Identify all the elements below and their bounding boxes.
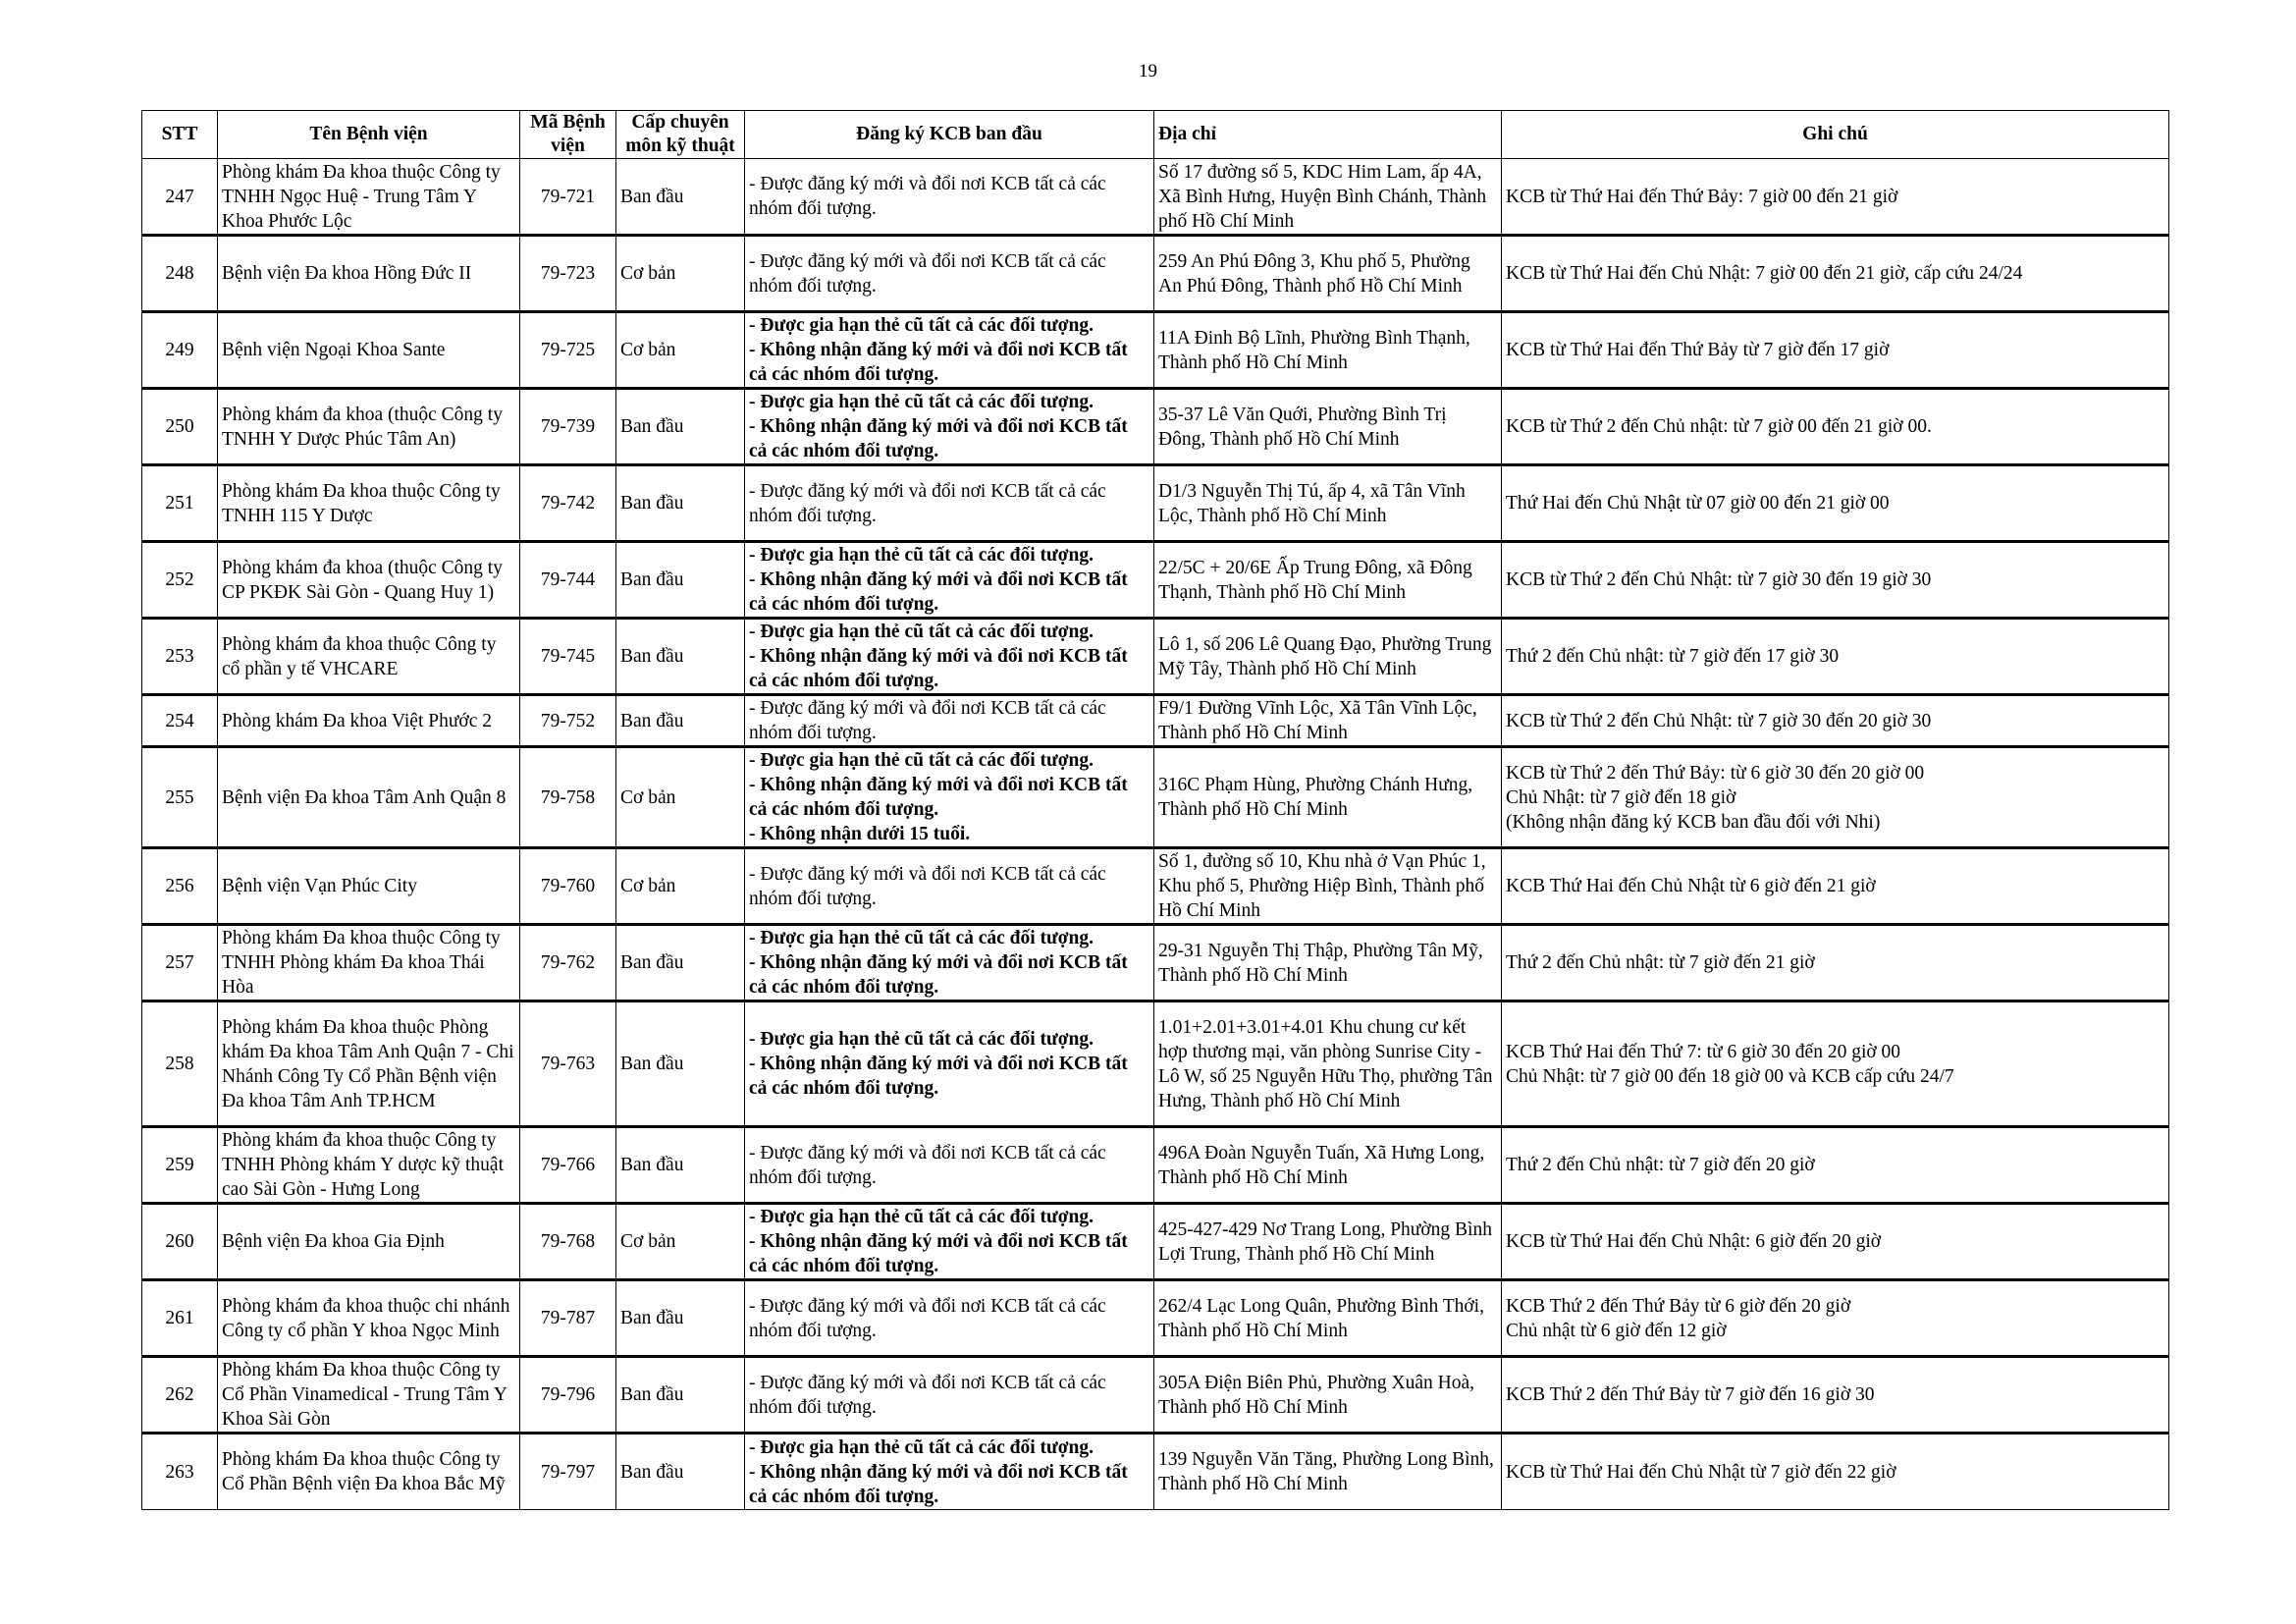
cell-level: Cơ bản [616, 747, 745, 848]
table-row [142, 925, 2169, 1001]
cell-code: 79-723 [520, 236, 616, 312]
cell-level: Ban đầu [616, 619, 745, 695]
cell-code: 79-763 [520, 1001, 616, 1127]
cell-stt: 251 [142, 465, 218, 542]
cell-address: 262/4 Lạc Long Quân, Phường Bình Thới, Thành phố Hồ Chí Minh [1154, 1280, 1502, 1357]
cell-address: D1/3 Nguyễn Thị Tú, ấp 4, xã Tân Vĩnh Lộc, Thành phố Hồ Chí Minh [1154, 465, 1502, 542]
cell-stt: 261 [142, 1280, 218, 1357]
cell-registration [745, 848, 1154, 925]
cell-stt: 257 [142, 925, 218, 1001]
cell-stt: 255 [142, 747, 218, 848]
cell-level: Cơ bản [616, 236, 745, 312]
registration-line: - Không nhận dưới 15 tuổi. [749, 824, 971, 844]
cell-note [1502, 1357, 2169, 1434]
cell-code: 79-796 [520, 1357, 616, 1434]
note-line: KCB từ Thứ 2 đến Chủ nhật: từ 7 giờ 00 đến 21 giờ 00. [1506, 416, 1932, 437]
cell-registration [745, 695, 1154, 747]
cell-registration [745, 747, 1154, 848]
cell-name: Phòng khám Đa khoa thuộc Công ty TNHH 115 Y Dược [218, 465, 520, 542]
cell-name: Phòng khám Đa khoa thuộc Phòng khám Đa khoa Tâm Anh Quận 7 - Chi Nhánh Công Ty Cổ Phần Bệnh viện Đa khoa Tâm Anh TP.HCM [218, 1001, 520, 1127]
cell-code: 79-721 [520, 159, 616, 236]
header-level [616, 111, 745, 159]
registration-line: - Được đăng ký mới và đổi nơi KCB tất cả các nhóm đối tượng. [749, 1142, 1106, 1188]
cell-note [1502, 1434, 2169, 1510]
cell-registration [745, 1127, 1154, 1204]
header-stt: STT [142, 111, 218, 159]
table-row [142, 465, 2169, 542]
table-row [142, 159, 2169, 236]
cell-name: Bệnh viện Vạn Phúc City [218, 848, 520, 925]
registration-line: - Được đăng ký mới và đổi nơi KCB tất cả các nhóm đối tượng. [749, 1295, 1106, 1341]
note-line: KCB Thứ 2 đến Thứ Bảy từ 7 giờ đến 16 giờ 30 [1506, 1384, 1875, 1405]
note-line: Chủ Nhật: từ 7 giờ 00 đến 18 giờ 00 và KCB cấp cứu 24/7 [1506, 1065, 1954, 1087]
note-line: KCB từ Thứ 2 đến Thứ Bảy: từ 6 giờ 30 đến 20 giờ 00 [1506, 762, 1925, 784]
cell-code: 79-797 [520, 1434, 616, 1510]
cell-code: 79-725 [520, 312, 616, 389]
cell-note [1502, 1001, 2169, 1127]
cell-level: Ban đầu [616, 695, 745, 747]
table-row [142, 1280, 2169, 1357]
note-line: Thứ 2 đến Chủ nhật: từ 7 giờ đến 17 giờ 30 [1506, 646, 1840, 667]
cell-registration [745, 465, 1154, 542]
note-line: Thứ 2 đến Chủ nhật: từ 7 giờ đến 21 giờ [1506, 952, 1815, 973]
cell-registration [745, 1357, 1154, 1434]
note-line: KCB từ Thứ Hai đến Chủ Nhật: 6 giờ đến 20 giờ [1506, 1231, 1882, 1252]
cell-note [1502, 389, 2169, 465]
cell-level: Cơ bản [616, 848, 745, 925]
header-level-line2: môn kỹ thuật [625, 135, 735, 156]
cell-stt: 263 [142, 1434, 218, 1510]
cell-name: Phòng khám đa khoa (thuộc Công ty TNHH Y Dược Phúc Tâm An) [218, 389, 520, 465]
cell-code: 79-758 [520, 747, 616, 848]
cell-note [1502, 747, 2169, 848]
table-row [142, 312, 2169, 389]
cell-stt: 259 [142, 1127, 218, 1204]
note-line: KCB Thứ Hai đến Thứ 7: từ 6 giờ 30 đến 20 giờ 00 [1506, 1041, 1901, 1062]
cell-name: Phòng khám đa khoa (thuộc Công ty CP PKĐK Sài Gòn - Quang Huy 1) [218, 542, 520, 619]
registration-line: - Được gia hạn thẻ cũ tất cả các đối tượng. [749, 622, 1095, 642]
note-line: Thứ 2 đến Chủ nhật: từ 7 giờ đến 20 giờ [1506, 1155, 1815, 1175]
cell-address: 425-427-429 Nơ Trang Long, Phường Bình Lợi Trung, Thành phố Hồ Chí Minh [1154, 1204, 1502, 1280]
cell-level: Ban đầu [616, 542, 745, 619]
cell-stt: 256 [142, 848, 218, 925]
note-line: Chủ nhật từ 6 giờ đến 12 giờ [1506, 1320, 1727, 1341]
cell-name: Phòng khám đa khoa thuộc Công ty TNHH Phòng khám Y dược kỹ thuật cao Sài Gòn - Hưng Long [218, 1127, 520, 1204]
cell-note [1502, 1280, 2169, 1357]
cell-level: Ban đầu [616, 1001, 745, 1127]
cell-registration [745, 1280, 1154, 1357]
page-number: 19 [1139, 61, 1157, 81]
cell-note [1502, 848, 2169, 925]
registration-line: - Được gia hạn thẻ cũ tất cả các đối tượng. [749, 392, 1095, 412]
registration-line: - Được gia hạn thẻ cũ tất cả các đối tượng. [749, 1207, 1095, 1227]
header-registration: Đăng ký KCB ban đầu [745, 111, 1154, 159]
registration-line: - Được đăng ký mới và đổi nơi KCB tất cả các nhóm đối tượng. [749, 250, 1106, 297]
cell-name: Phòng khám Đa khoa thuộc Công ty TNHH Ngọc Huệ - Trung Tâm Y Khoa Phước Lộc [218, 159, 520, 236]
table-row [142, 1434, 2169, 1510]
table-row [142, 848, 2169, 925]
registration-line: - Không nhận đăng ký mới và đổi nơi KCB tất cả các nhóm đối tượng. [749, 775, 1128, 820]
header-code-line2: viện [551, 135, 585, 156]
registration-line: - Được gia hạn thẻ cũ tất cả các đối tượng. [749, 750, 1095, 771]
cell-level: Ban đầu [616, 925, 745, 1001]
hospital-table [141, 110, 2169, 1510]
table-row [142, 1001, 2169, 1127]
cell-name: Phòng khám Đa khoa Việt Phước 2 [218, 695, 520, 747]
table-row [142, 1357, 2169, 1434]
registration-line: - Được đăng ký mới và đổi nơi KCB tất cả các nhóm đối tượng. [749, 698, 1106, 743]
cell-name: Phòng khám đa khoa thuộc chi nhánh Công ty cổ phần Y khoa Ngọc Minh [218, 1280, 520, 1357]
cell-stt: 258 [142, 1001, 218, 1127]
table-row [142, 1127, 2169, 1204]
header-note: Ghi chú [1502, 111, 2169, 159]
cell-code: 79-766 [520, 1127, 616, 1204]
cell-code: 79-752 [520, 695, 616, 747]
cell-note [1502, 542, 2169, 619]
cell-registration [745, 1204, 1154, 1280]
registration-line: - Được gia hạn thẻ cũ tất cả các đối tượng. [749, 928, 1095, 948]
table-row [142, 389, 2169, 465]
registration-line: - Không nhận đăng ký mới và đổi nơi KCB tất cả các nhóm đối tượng. [749, 952, 1128, 998]
cell-registration [745, 925, 1154, 1001]
cell-name: Bệnh viện Đa khoa Gia Định [218, 1204, 520, 1280]
cell-level: Ban đầu [616, 465, 745, 542]
cell-name: Phòng khám Đa khoa thuộc Công ty TNHH Phòng khám Đa khoa Thái Hòa [218, 925, 520, 1001]
cell-note [1502, 236, 2169, 312]
cell-note [1502, 619, 2169, 695]
note-line: KCB từ Thứ 2 đến Chủ Nhật: từ 7 giờ 30 đến 19 giờ 30 [1506, 569, 1932, 590]
note-line: KCB Thứ Hai đến Chủ Nhật từ 6 giờ đến 21 giờ [1506, 876, 1876, 896]
cell-code: 79-768 [520, 1204, 616, 1280]
cell-stt: 248 [142, 236, 218, 312]
note-line: KCB từ Thứ Hai đến Chủ Nhật: 7 giờ 00 đến 21 giờ, cấp cứu 24/24 [1506, 263, 2023, 284]
cell-level: Ban đầu [616, 1127, 745, 1204]
cell-level: Ban đầu [616, 389, 745, 465]
registration-line: - Được gia hạn thẻ cũ tất cả các đối tượng. [749, 545, 1095, 566]
cell-code: 79-787 [520, 1280, 616, 1357]
cell-level: Ban đầu [616, 159, 745, 236]
cell-address: 22/5C + 20/6E Ấp Trung Đông, xã Đông Thạnh, Thành phố Hồ Chí Minh [1154, 542, 1502, 619]
cell-address: 305A Điện Biên Phủ, Phường Xuân Hoà, Thành phố Hồ Chí Minh [1154, 1357, 1502, 1434]
cell-name: Bệnh viện Ngoại Khoa Sante [218, 312, 520, 389]
cell-note [1502, 695, 2169, 747]
cell-note [1502, 1204, 2169, 1280]
cell-code: 79-762 [520, 925, 616, 1001]
registration-line: - Không nhận đăng ký mới và đổi nơi KCB tất cả các nhóm đối tượng. [749, 646, 1128, 691]
cell-code: 79-744 [520, 542, 616, 619]
cell-address: 259 An Phú Đông 3, Khu phố 5, Phường An Phú Đông, Thành phố Hồ Chí Minh [1154, 236, 1502, 312]
registration-line: - Được gia hạn thẻ cũ tất cả các đối tượng. [749, 1436, 1095, 1458]
cell-registration [745, 619, 1154, 695]
cell-code: 79-745 [520, 619, 616, 695]
cell-note [1502, 312, 2169, 389]
note-line: KCB từ Thứ Hai đến Chủ Nhật từ 7 giờ đến 22 giờ [1506, 1461, 1896, 1483]
header-name: Tên Bệnh viện [218, 111, 520, 159]
note-line: KCB từ Thứ Hai đến Thứ Bảy từ 7 giờ đến 17 giờ [1506, 340, 1890, 360]
cell-registration [745, 542, 1154, 619]
registration-line: - Không nhận đăng ký mới và đổi nơi KCB tất cả các nhóm đối tượng. [749, 569, 1128, 615]
cell-stt: 262 [142, 1357, 218, 1434]
cell-address: 139 Nguyễn Văn Tăng, Phường Long Bình, Thành phố Hồ Chí Minh [1154, 1434, 1502, 1510]
note-line: (Không nhận đăng ký KCB ban đầu đối với Nhi) [1506, 811, 1881, 833]
header-address: Địa chỉ [1154, 111, 1502, 159]
registration-line: - Không nhận đăng ký mới và đổi nơi KCB tất cả các nhóm đối tượng. [749, 1054, 1128, 1099]
cell-note [1502, 1127, 2169, 1204]
cell-code: 79-739 [520, 389, 616, 465]
table-row [142, 542, 2169, 619]
cell-registration [745, 389, 1154, 465]
cell-address: 11A Đinh Bộ Lĩnh, Phường Bình Thạnh, Thành phố Hồ Chí Minh [1154, 312, 1502, 389]
cell-level: Ban đầu [616, 1434, 745, 1510]
cell-code: 79-742 [520, 465, 616, 542]
registration-line: - Không nhận đăng ký mới và đổi nơi KCB tất cả các nhóm đối tượng. [749, 1231, 1128, 1276]
cell-name: Phòng khám đa khoa thuộc Công ty cổ phần y tế VHCARE [218, 619, 520, 695]
cell-name: Phòng khám Đa khoa thuộc Công ty Cổ Phần Bệnh viện Đa khoa Bắc Mỹ [218, 1434, 520, 1510]
note-line: KCB từ Thứ Hai đến Thứ Bảy: 7 giờ 00 đến 21 giờ [1506, 186, 1898, 207]
registration-line: - Được gia hạn thẻ cũ tất cả các đối tượng. [749, 1029, 1095, 1050]
cell-level: Ban đầu [616, 1357, 745, 1434]
cell-stt: 249 [142, 312, 218, 389]
cell-registration [745, 1001, 1154, 1127]
header-level-line1: Cấp chuyên [631, 112, 729, 133]
note-line: KCB Thứ 2 đến Thứ Bảy từ 6 giờ đến 20 giờ [1506, 1295, 1851, 1317]
registration-line: - Không nhận đăng ký mới và đổi nơi KCB tất cả các nhóm đối tượng. [749, 340, 1128, 385]
registration-line: - Được đăng ký mới và đổi nơi KCB tất cả các nhóm đối tượng. [749, 480, 1106, 526]
table-row [142, 747, 2169, 848]
cell-stt: 250 [142, 389, 218, 465]
cell-stt: 247 [142, 159, 218, 236]
table-row [142, 1204, 2169, 1280]
cell-address: 29-31 Nguyễn Thị Thập, Phường Tân Mỹ, Thành phố Hồ Chí Minh [1154, 925, 1502, 1001]
cell-note [1502, 159, 2169, 236]
note-line: KCB từ Thứ 2 đến Chủ Nhật: từ 7 giờ 30 đến 20 giờ 30 [1506, 710, 1932, 731]
registration-line: - Được đăng ký mới và đổi nơi KCB tất cả các nhóm đối tượng. [749, 863, 1106, 909]
cell-address: F9/1 Đường Vĩnh Lộc, Xã Tân Vĩnh Lộc, Thành phố Hồ Chí Minh [1154, 695, 1502, 747]
cell-note [1502, 465, 2169, 542]
registration-line: - Được gia hạn thẻ cũ tất cả các đối tượng. [749, 315, 1095, 336]
cell-registration [745, 236, 1154, 312]
note-line: Chủ Nhật: từ 7 giờ đến 18 giờ [1506, 786, 1736, 808]
cell-stt: 260 [142, 1204, 218, 1280]
cell-address: Số 1, đường số 10, Khu nhà ở Vạn Phúc 1, Khu phố 5, Phường Hiệp Bình, Thành phố Hồ Chí Minh [1154, 848, 1502, 925]
cell-name: Phòng khám Đa khoa thuộc Công ty Cổ Phần Vinamedical - Trung Tâm Y Khoa Sài Gòn [218, 1357, 520, 1434]
cell-code: 79-760 [520, 848, 616, 925]
cell-registration [745, 159, 1154, 236]
cell-name: Bệnh viện Đa khoa Hồng Đức II [218, 236, 520, 312]
cell-stt: 252 [142, 542, 218, 619]
header-row [142, 111, 2169, 159]
note-line: Thứ Hai đến Chủ Nhật từ 07 giờ 00 đến 21 giờ 00 [1506, 493, 1890, 514]
cell-stt: 253 [142, 619, 218, 695]
cell-stt: 254 [142, 695, 218, 747]
header-code [520, 111, 616, 159]
registration-line: - Được đăng ký mới và đổi nơi KCB tất cả các nhóm đối tượng. [749, 1372, 1106, 1418]
cell-address: Lô 1, số 206 Lê Quang Đạo, Phường Trung Mỹ Tây, Thành phố Hồ Chí Minh [1154, 619, 1502, 695]
cell-registration [745, 312, 1154, 389]
cell-registration [745, 1434, 1154, 1510]
cell-level: Ban đầu [616, 1280, 745, 1357]
registration-line: - Được đăng ký mới và đổi nơi KCB tất cả các nhóm đối tượng. [749, 174, 1106, 219]
cell-address: 35-37 Lê Văn Quới, Phường Bình Trị Đông, Thành phố Hồ Chí Minh [1154, 389, 1502, 465]
table-row [142, 695, 2169, 747]
cell-address: Số 17 đường số 5, KDC Him Lam, ấp 4A, Xã Bình Hưng, Huyện Bình Chánh, Thành phố Hồ Chí Minh [1154, 159, 1502, 236]
registration-line: - Không nhận đăng ký mới và đổi nơi KCB tất cả các nhóm đối tượng. [749, 1461, 1128, 1507]
table-body [142, 159, 2169, 1510]
cell-name: Bệnh viện Đa khoa Tâm Anh Quận 8 [218, 747, 520, 848]
cell-level: Cơ bản [616, 1204, 745, 1280]
header-code-line1: Mã Bệnh [530, 112, 606, 133]
table-row [142, 236, 2169, 312]
table-row [142, 619, 2169, 695]
cell-address: 316C Phạm Hùng, Phường Chánh Hưng, Thành phố Hồ Chí Minh [1154, 747, 1502, 848]
cell-note [1502, 925, 2169, 1001]
registration-line: - Không nhận đăng ký mới và đổi nơi KCB tất cả các nhóm đối tượng. [749, 416, 1128, 461]
cell-level: Cơ bản [616, 312, 745, 389]
cell-address: 1.01+2.01+3.01+4.01 Khu chung cư kết hợp thương mại, văn phòng Sunrise City - Lô W, số 25 Nguyễn Hữu Thọ, phường Tân Hưng, Thành phố Hồ Chí Minh [1154, 1001, 1502, 1127]
cell-address: 496A Đoàn Nguyễn Tuấn, Xã Hưng Long, Thành phố Hồ Chí Minh [1154, 1127, 1502, 1204]
